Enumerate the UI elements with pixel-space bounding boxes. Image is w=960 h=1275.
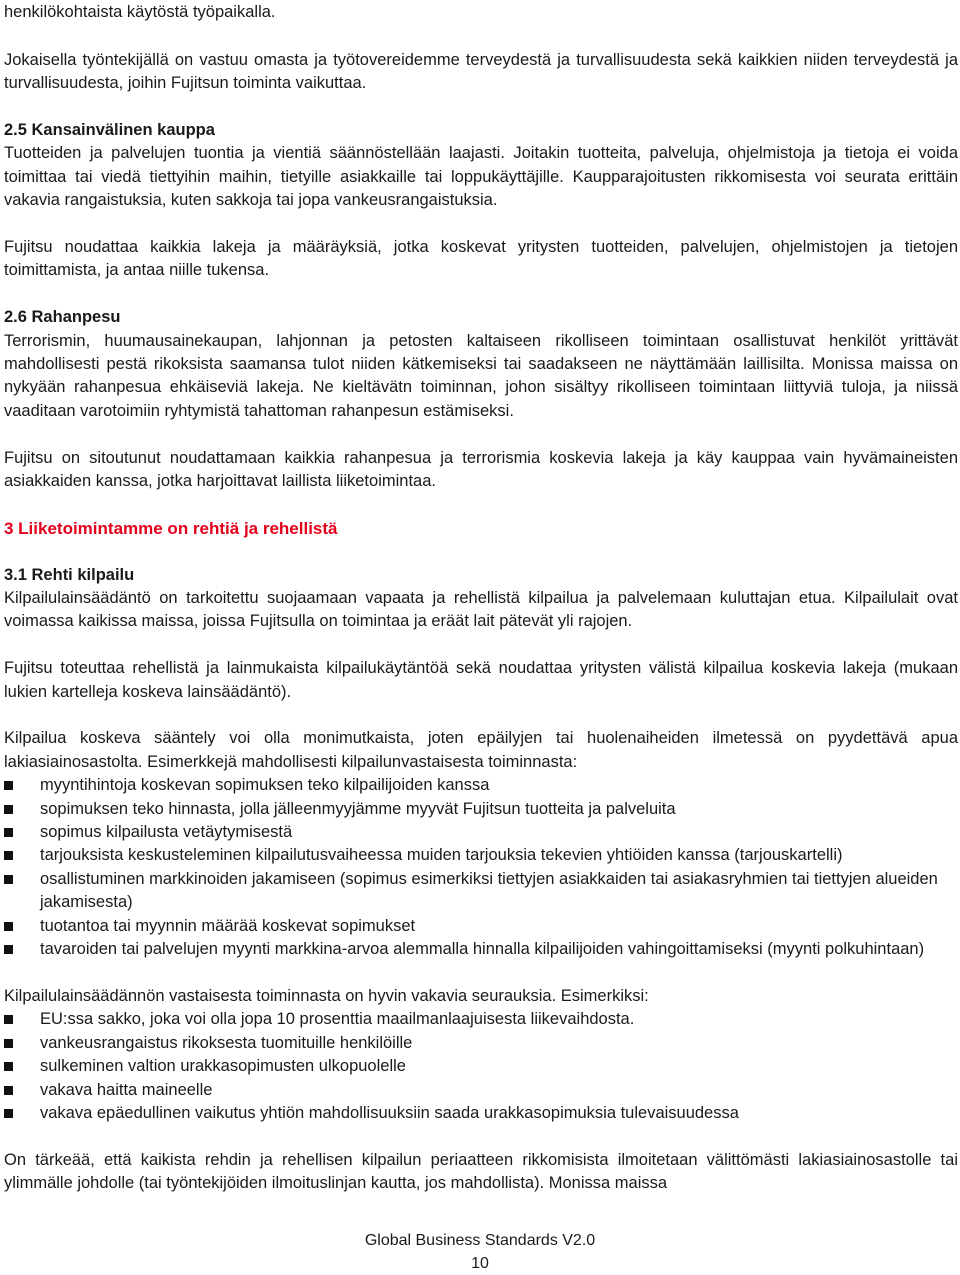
section-3-1-paragraph-3: Kilpailua koskeva sääntely voi olla monimutkaista, joten epäilyjen tai huolenaiheiden ilmetessä on pyydettävä apua lakiasiainosastolta. Esimerkkejä mahdollisesti kilpailunvastaisesta toiminnasta: <box>4 729 958 771</box>
paragraph-responsibility: Jokaisella työntekijällä on vastuu omasta ja työtovereidemme terveydestä ja turvallisuudesta sekä kaikkien niiden terveydestä ja turvallisuudesta, joihin Fujitsun toiminta vaikuttaa. <box>4 50 958 93</box>
list-item: tuotantoa tai myynnin määrää koskevat sopimukset <box>4 915 958 938</box>
list-item: EU:ssa sakko, joka voi olla jopa 10 prosenttia maailmanlaajuisesta liikevaihdosta. <box>4 1008 958 1031</box>
list-item: vankeusrangaistus rikoksesta tuomituille henkilöille <box>4 1032 958 1055</box>
section-3-1-paragraph-4: Kilpailulainsäädännön vastaisesta toiminnasta on hyvin vakavia seurauksia. Esimerkiksi: <box>4 986 649 1005</box>
list-item: vakava epäedullinen vaikutus yhtiön mahdollisuuksiin saada urakkasopimuksia tulevaisuudessa <box>4 1102 958 1125</box>
list-item: sulkeminen valtion urakkasopimusten ulkopuolelle <box>4 1055 958 1078</box>
top-fragment: henkilökohtaista käytöstä työpaikalla. <box>4 3 276 21</box>
section-2-6-paragraph-2: Fujitsu on sitoutunut noudattamaan kaikkia rahanpesua ja terrorismia koskevia lakeja ja käy kauppaa vain hyvämaineisten asiakkaiden kanssa, jotka harjoittavat laillista liiketoimintaa. <box>4 448 958 491</box>
list-item: tavaroiden tai palvelujen myynti markkina-arvoa alemmalla hinnalla kilpailijoiden vahingoittamiseksi (myynti polkuhintaan) <box>4 938 958 961</box>
list-item: osallistuminen markkinoiden jakamiseen (sopimus esimerkiksi tiettyjen asiakkaiden tai asiakasryhmien tai tiettyjen alueiden jakamisesta) <box>4 868 958 915</box>
list-item: tarjouksista keskusteleminen kilpailutusvaiheessa muiden tarjouksia tekevien yhtiöiden kanssa (tarjouskartelli) <box>4 844 958 867</box>
page-number: 10 <box>471 1255 489 1272</box>
section-2-6-paragraph-1: Terrorismin, huumausainekaupan, lahjonnan ja petosten kaltaiseen rikolliseen toimintaan osallistuvat henkilöt yrittävät mahdollisesti pestä rikoksista saamansa tulot niiden kätkemiseksi tai saadakseen ne näyttämään laillisilta. Monissa maissa on nykyään rahanpesua ehkäiseviä lakeja. Ne kieltävätn toiminnan, johon sisältyy rikolliseen toimintaan liittyviä tuloja, ja niissä vaaditaan varotoimiin ryhtymistä tahattoman rahanpesun estämiseksi. <box>4 331 958 420</box>
list-item: sopimus kilpailusta vetäytymisestä <box>4 821 958 844</box>
section-2-5-paragraph-1: Tuotteiden ja palvelujen tuontia ja vientiä säännöstellään laajasti. Joitakin tuotteita, palveluja, ohjelmistoja ja tietoja ei voida toimittaa tai viedä tiettyihin maihin, tietyille asiakkaille tai loppukäyttäjille. Kaupparajoitusten rikkomisesta voi seurata erittäin vakavia rangaistuksia, kuten sakkoja tai jopa vankeusrangaistuksia. <box>4 144 958 210</box>
section-2-5-heading: 2.5 Kansainvälinen kauppa <box>4 121 215 139</box>
section-2-5-paragraph-2: Fujitsu noudattaa kaikkia lakeja ja määräyksiä, jotka koskevat yritysten tuotteiden, palvelujen, ohjelmistojen ja tietojen toimittamista, ja antaa niille tukensa. <box>4 238 958 280</box>
section-3-1-paragraph-5: On tärkeää, että kaikista rehdin ja rehellisen kilpailun periaatteen rikkomisista ilmoitetaan välittömästi lakiasiainosastolle tai ylimmälle johdolle (tai työntekijöiden ilmoituslinjan kautta, jos mahdollista). Monissa maissa <box>4 1150 958 1193</box>
section-3-1-paragraph-1: Kilpailulainsäädäntö on tarkoitettu suojaamaan vapaata ja rehellistä kilpailua ja palvelemaan kuluttajan etua. Kilpailulait ovat voimassa kaikissa maissa, joissa Fujitsulla on toimintaa ja eräät lait pätevät yli rajojen. <box>4 589 958 631</box>
section-3-1-heading: 3.1 Rehti kilpailu <box>4 565 135 584</box>
list-item: myyntihintoja koskevan sopimuksen teko kilpailijoiden kanssa <box>4 774 958 797</box>
section-3-1-paragraph-2: Fujitsu toteuttaa rehellistä ja lainmukaista kilpailukäytäntöä sekä noudattaa yritysten välistä kilpailua koskevia lakeja (mukaan lukien kartelleja koskeva lainsäädäntö). <box>4 659 958 701</box>
list-item: vakava haitta maineelle <box>4 1079 958 1102</box>
section-3-heading: 3 Liiketoimintamme on rehtiä ja rehellistä <box>4 518 338 538</box>
document-page <box>4 0 958 1196</box>
anticompetitive-examples-list <box>4 774 958 961</box>
consequences-list <box>4 1008 958 1125</box>
footer-title: Global Business Standards V2.0 <box>364 1232 596 1249</box>
section-2-6-heading: 2.6 Rahanpesu <box>4 308 121 327</box>
list-item: sopimuksen teko hinnasta, jolla jälleenmyyjämme myyvät Fujitsun tuotteita ja palveluita <box>4 798 958 821</box>
